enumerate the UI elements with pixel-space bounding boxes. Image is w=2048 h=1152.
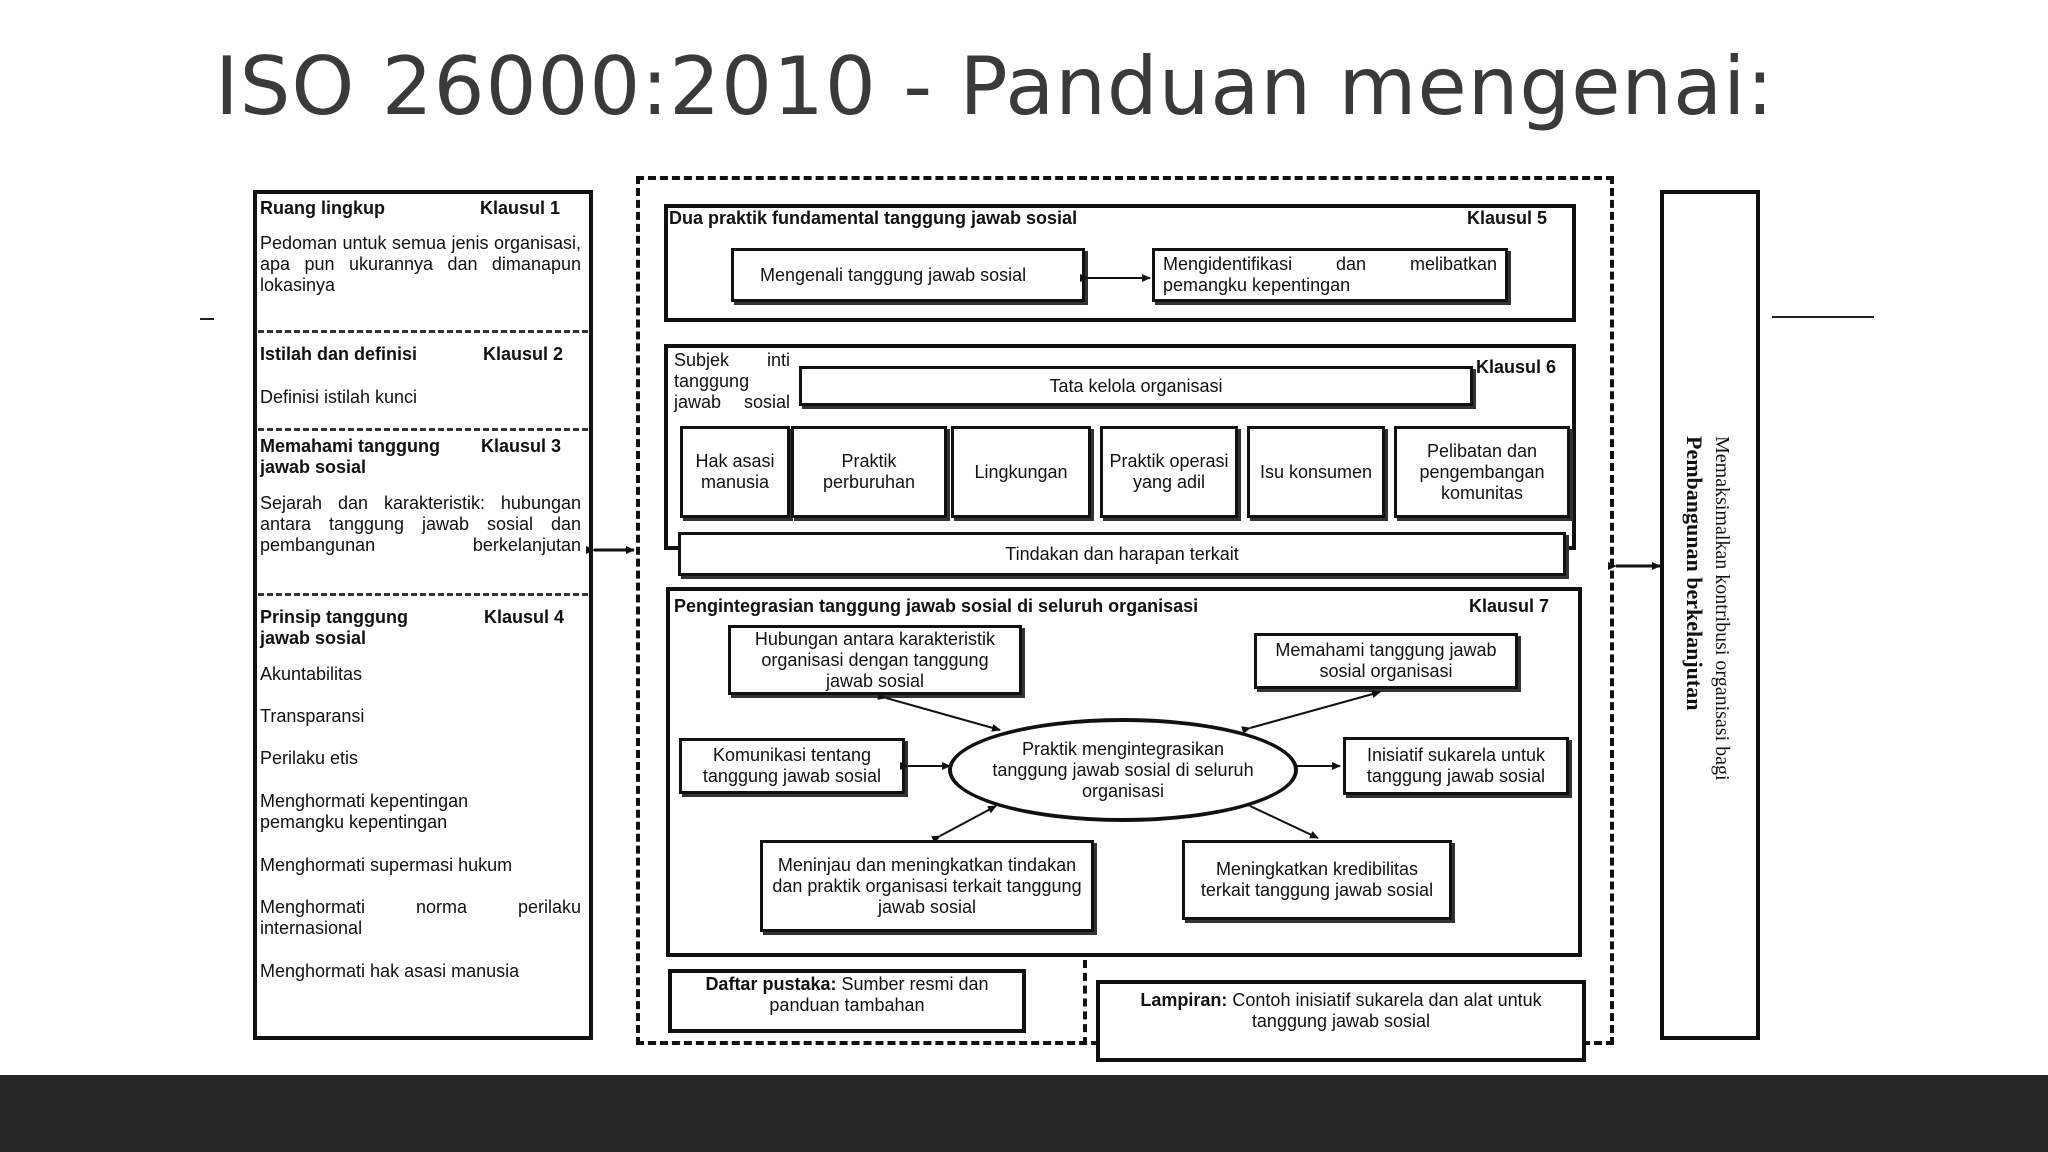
k6-label: Subjek inti tanggung jawab sosial [674, 350, 790, 412]
k5-title: Dua praktik fundamental tanggung jawab sosial [669, 208, 1078, 228]
lampiran-label: Lampiran: [1140, 990, 1228, 1010]
lampiran-text [1110, 990, 1572, 1032]
right-line-2: Pembangunan berkelanjutan [1682, 436, 1707, 711]
s1-title: Ruang lingkup [260, 198, 385, 218]
daftar-pustaka-desc: Sumber resmi dan panduan tambahan [769, 974, 989, 1015]
s2-title: Istilah dan definisi [260, 344, 418, 364]
principle-item: Menghormati norma perilaku internasional [260, 897, 581, 938]
right-line-1: Memaksimalkan kontribusi organisasi bagi [1711, 436, 1733, 781]
footer-bar [0, 1075, 2048, 1152]
s4-clause: Klausul 4 [484, 607, 565, 627]
k7-node: Inisiatif sukarela untuk tanggung jawab sosial [1343, 737, 1569, 795]
k6-subject: Isu konsumen [1247, 426, 1385, 518]
k5-clause: Klausul 5 [1467, 208, 1548, 228]
s4-title: Prinsip tanggung jawab sosial [260, 607, 408, 648]
principle-item: Transparansi [260, 706, 365, 726]
k5-box-recognize: Mengenali tanggung jawab sosial [731, 248, 1085, 302]
daftar-pustaka-label: Daftar pustaka: [705, 974, 837, 994]
k6-subject: Hak asasi manusia [680, 426, 790, 518]
principle-item: Perilaku etis [260, 748, 359, 768]
k7-node: Komunikasi tentang tanggung jawab sosial [679, 738, 905, 794]
k6-subject: Pelibatan dan pengembangan komunitas [1394, 426, 1570, 518]
s1-body: Pedoman untuk semua jenis organisasi, apa pun ukurannya dan dimanapun lokasinya [260, 233, 581, 295]
s1-clause: Klausul 1 [480, 198, 561, 218]
principle-item: Menghormati supermasi hukum [260, 855, 513, 875]
k6-clause: Klausul 6 [1476, 357, 1557, 377]
k6-actions: Tindakan dan harapan terkait [678, 532, 1566, 576]
principle-item: Menghormati hak asasi manusia [260, 961, 520, 981]
k7-node: Meningkatkan kredibilitas terkait tanggung jawab sosial [1182, 840, 1452, 920]
slide-title: ISO 26000:2010 - Panduan mengenai: [215, 40, 1775, 133]
k6-subject: Lingkungan [951, 426, 1091, 518]
k6-governance: Tata kelola organisasi [799, 366, 1473, 406]
k5-box-identify: Mengidentifikasi dan melibatkan pemangku kepentingan [1152, 248, 1508, 302]
k7-clause: Klausul 7 [1469, 596, 1550, 616]
s3-body: Sejarah dan karakteristik: hubungan antara tanggung jawab sosial dan pembangunan berkelanjutan [260, 493, 581, 555]
k7-node: Memahami tanggung jawab sosial organisasi [1254, 633, 1518, 689]
k7-center-ellipse: Praktik mengintegrasikan tanggung jawab sosial di seluruh organisasi [948, 718, 1298, 822]
s2-body: Definisi istilah kunci [260, 387, 418, 407]
k6-subject: Praktik perburuhan [791, 426, 947, 518]
principle-item: Akuntabilitas [260, 664, 363, 684]
lampiran-desc: Contoh inisiatif sukarela dan alat untuk tanggung jawab sosial [1227, 990, 1542, 1031]
s3-clause: Klausul 3 [481, 436, 562, 456]
k7-node: Meninjau dan meningkatkan tindakan dan praktik organisasi terkait tanggung jawab sosial [760, 840, 1094, 932]
s3-title: Memahami tanggung jawab sosial [260, 436, 441, 477]
principle-item: Menghormati kepentingan pemangku kepentingan [260, 791, 469, 832]
k7-node: Hubungan antara karakteristik organisasi dengan tanggung jawab sosial [728, 625, 1022, 695]
daftar-pustaka-text [680, 974, 1014, 1016]
right-vertical-text [1680, 436, 1736, 781]
s2-clause: Klausul 2 [483, 344, 564, 364]
k7-title: Pengintegrasian tanggung jawab sosial di seluruh organisasi [674, 596, 1199, 616]
k6-subject: Praktik operasi yang adil [1100, 426, 1238, 518]
